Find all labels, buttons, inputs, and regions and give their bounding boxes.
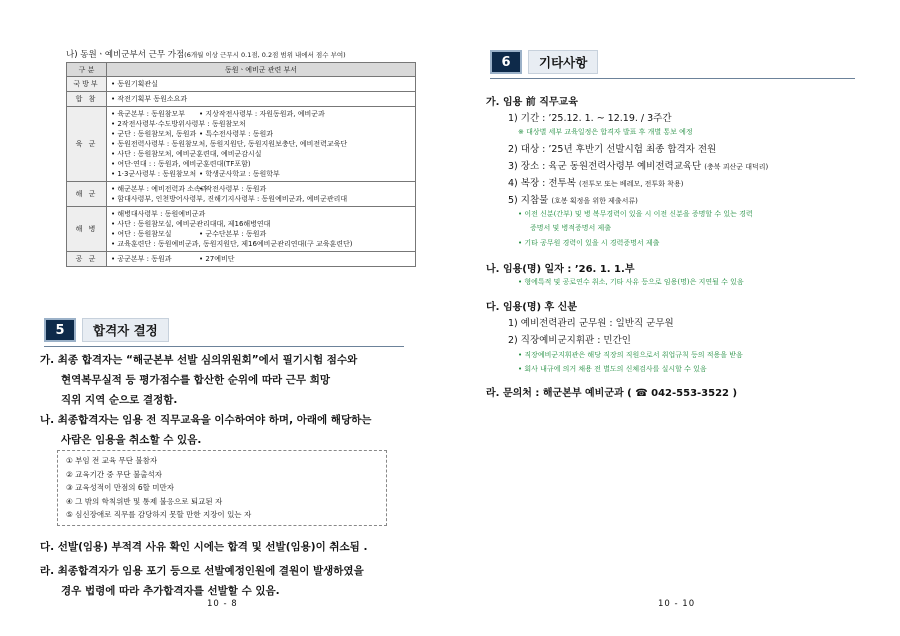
unit-cell xyxy=(107,77,416,92)
section-title: 합격자 결정 xyxy=(82,318,169,342)
unit-item: • 공군본부 : 동원과 xyxy=(111,255,172,263)
list-item: ⑤ 심신장애로 직무를 감당하지 못할 만한 지장이 있는 자 xyxy=(66,510,252,519)
list-item: 1) 기간 : ’25.12. 1. ~ 12.19. / 3주간 xyxy=(508,113,672,124)
item-text: 5) 지참물 xyxy=(508,195,549,206)
unit-item: • 육군본부 : 동원참모부 xyxy=(111,110,186,118)
section-title: 기타사항 xyxy=(528,50,598,74)
unit-item-row xyxy=(111,254,411,264)
unit-item: • 해병대사령부 : 동원예비군과 xyxy=(111,210,206,218)
paragraph-line: 다. 선발(임용) 부적격 사유 확인 시에는 합격 및 선발(임용)이 취소됨 . xyxy=(40,541,368,553)
branch-cell: 합 참 xyxy=(67,92,107,107)
section-5-header xyxy=(44,318,404,342)
unit-cell xyxy=(107,252,416,267)
unit-item: • 군단 : 동원참모처, 동원과 xyxy=(111,130,197,138)
unit-item-row xyxy=(111,184,411,194)
unit-item: • 특수전사령부 : 동원과 xyxy=(199,130,274,138)
list-item xyxy=(508,192,638,206)
paragraph-line: 현역복무실적 등 평가점수를 합산한 순위에 따라 근무 희망 xyxy=(61,374,331,386)
note-green: • 기타 공무원 경력이 있을 시 경력증명서 제출 xyxy=(518,239,660,247)
section-number: 5 xyxy=(44,318,76,342)
page-number: 10 - 8 xyxy=(207,599,238,609)
note-green: • 이전 신분(간부) 및 병 복무경력이 있을 시 이전 신분을 증명할 수 있는 경력 xyxy=(518,210,753,218)
paragraph-line: 직위 지역 순으로 결정함. xyxy=(61,394,178,406)
paragraph-line: 가. 최종 합격자는 “해군본부 선발 심의위원회”에서 필기시험 점수와 xyxy=(40,354,358,366)
note-green: • 형에특적 및 공로연수 취소, 기타 사유 등으로 임용(명)은 지연될 수 있음 xyxy=(518,278,744,286)
table-row xyxy=(67,92,416,107)
list-item: 1) 예비전력관리 군무원 : 일반직 군무원 xyxy=(508,318,674,329)
units-table xyxy=(66,62,416,267)
item-text: 4) 복장 : 전투복 xyxy=(508,178,576,189)
branch-cell: 육 군 xyxy=(67,107,107,182)
heading-da: 다. 임용(명) 후 신분 xyxy=(486,302,578,313)
unit-item: • 동원전력사령부 : 동원참모처, 동원지원단, 동원지원보충단, 예비전력교육단 xyxy=(111,140,348,148)
item-detail: (호봉 획정을 위한 제출서류) xyxy=(551,197,638,205)
table-row xyxy=(67,77,416,92)
paragraph-ra xyxy=(40,561,364,601)
header-branch: 구 분 xyxy=(67,63,107,77)
unit-item-row xyxy=(111,129,411,139)
paragraph-da xyxy=(40,537,367,557)
header-units: 동원ㆍ예비군 관련 부서 xyxy=(107,63,416,77)
list-item: ④ 그 밖의 학칙위반 및 통제 불응으로 퇴교된 자 xyxy=(66,496,223,506)
note-green: 증명서 및 병적증명서 제출 xyxy=(530,224,612,232)
list-item: ② 교육기간 중 무단 불출석자 xyxy=(66,469,162,479)
note-detail: (6개월 이상 근무시 0.1점, 0.2점 범위 내에서 점수 부여) xyxy=(184,51,346,59)
list-item: ① 부임 전 교육 무단 불참자 xyxy=(66,456,158,465)
table-row xyxy=(67,182,416,207)
unit-item: • 사단 : 동원참모실, 예비군관리대대, 제16해병연대 xyxy=(111,220,271,228)
unit-cell xyxy=(107,92,416,107)
contact-label: 라. 문의처 : 해군본부 예비군과 xyxy=(486,388,624,399)
list-item: 2) 대상 : ’25년 후반기 선발시험 최종 합격자 전원 xyxy=(508,144,717,155)
list-item: ③ 교육성적이 만점의 6할 미만자 xyxy=(66,483,174,492)
list-item xyxy=(508,158,768,172)
unit-item: • 작전사령부 : 동원과 xyxy=(199,185,267,193)
branch-cell: 해 군 xyxy=(67,182,107,207)
unit-item: • 사단 : 동원참모처, 예비군훈련대, 예비군감시실 xyxy=(111,150,262,158)
table-row xyxy=(67,207,416,252)
page-number: 10 - 10 xyxy=(658,599,696,609)
section-divider xyxy=(490,78,855,79)
branch-cell: 공 군 xyxy=(67,252,107,267)
table-row xyxy=(67,252,416,267)
note-green: • 직장예비군지휘관은 해당 직장의 직원으로서 취업규칙 등의 적용을 받음 xyxy=(518,351,743,359)
unit-cell xyxy=(107,182,416,207)
section-number: 6 xyxy=(490,50,522,74)
contact-phone: ( ☎ 042-553-3522 ) xyxy=(627,388,738,399)
unit-item: • 여단 : 동원참모실 xyxy=(111,230,172,238)
section-divider xyxy=(44,346,404,347)
unit-item: • 2작전사령부·수도방위사령부 : 동원참모처 xyxy=(111,120,246,128)
paragraph-line: 라. 최종합격자가 임용 포기 등으로 선발예정인원에 결원이 발생하였을 xyxy=(40,565,364,577)
unit-cell xyxy=(107,107,416,182)
item-text: 3) 장소 : 육군 동원전력사령부 예비전력교육단 xyxy=(508,161,702,172)
unit-item: • 함대사령부, 인천방어사령부, 진해기지사령부 : 동원예비군과, 예비군관리대 xyxy=(111,195,348,203)
heading-na: 나. 임용(명) 일자 : ’26. 1. 1.부 xyxy=(486,264,635,275)
disqualification-box xyxy=(57,450,387,526)
workplace-bonus-note xyxy=(66,48,346,60)
paragraph-line: 사람은 임용을 취소할 수 있음. xyxy=(61,434,202,446)
unit-item: • 학생군사학교 : 동원학부 xyxy=(199,170,280,178)
note-green: ※ 대상별 세부 교육일정은 합격자 발표 후 개별 통보 예정 xyxy=(518,128,693,136)
note-label: 나) 동원ㆍ예비군부서 근무 가점 xyxy=(66,50,185,60)
paragraph-line: 나. 최종합격자는 임용 전 직무교육을 이수하여야 하며, 아래에 해당하는 xyxy=(40,414,372,426)
note-green: • 회사 내규에 의거 채용 전 별도의 신체검사를 실시할 수 있음 xyxy=(518,365,707,373)
unit-cell xyxy=(107,207,416,252)
unit-item-row xyxy=(111,169,411,179)
list-item: 2) 직장예비군지휘관 : 민간인 xyxy=(508,335,631,346)
unit-item-row xyxy=(111,229,411,239)
heading-ra xyxy=(486,384,737,399)
right-page xyxy=(450,0,900,636)
unit-item: • 교육훈련단 : 동원예비군과, 동원지원단, 제16예비군관리연대(구 교육훈련단) xyxy=(111,240,353,248)
heading-ga: 가. 임용 前 직무교육 xyxy=(486,97,578,108)
paragraph-line: 경우 법령에 따라 추가합격자를 선발할 수 있음. xyxy=(61,585,280,597)
unit-item: • 해군본부 : 예비전력과 소속과 xyxy=(111,185,208,193)
item-detail: (전투모 또는 베레모, 전투화 착용) xyxy=(578,180,684,188)
unit-item: • 1·3군사령부 : 동원참모처 xyxy=(111,170,197,178)
unit-item: • 여단·연대 : : 동원과, 예비군훈련대(TF포함) xyxy=(111,160,251,168)
unit-item: • 동원기획관실 xyxy=(111,80,158,88)
unit-item: • 작전기획부 동원소요과 xyxy=(111,95,188,103)
list-item xyxy=(508,175,683,189)
branch-cell: 국방부 xyxy=(67,77,107,92)
unit-item-row xyxy=(111,109,411,119)
branch-cell: 해 병 xyxy=(67,207,107,252)
paragraph-ga xyxy=(40,350,357,410)
unit-item: • 군수단본부 : 동원과 xyxy=(199,230,267,238)
section-6-header xyxy=(490,50,855,74)
unit-item: • 27예비단 xyxy=(199,255,235,263)
unit-item: • 지상작전사령부 : 자원동원과, 예비군과 xyxy=(199,110,325,118)
item-detail: (충북 괴산군 대덕리) xyxy=(704,163,769,171)
table-row xyxy=(67,107,416,182)
paragraph-na xyxy=(40,410,371,450)
